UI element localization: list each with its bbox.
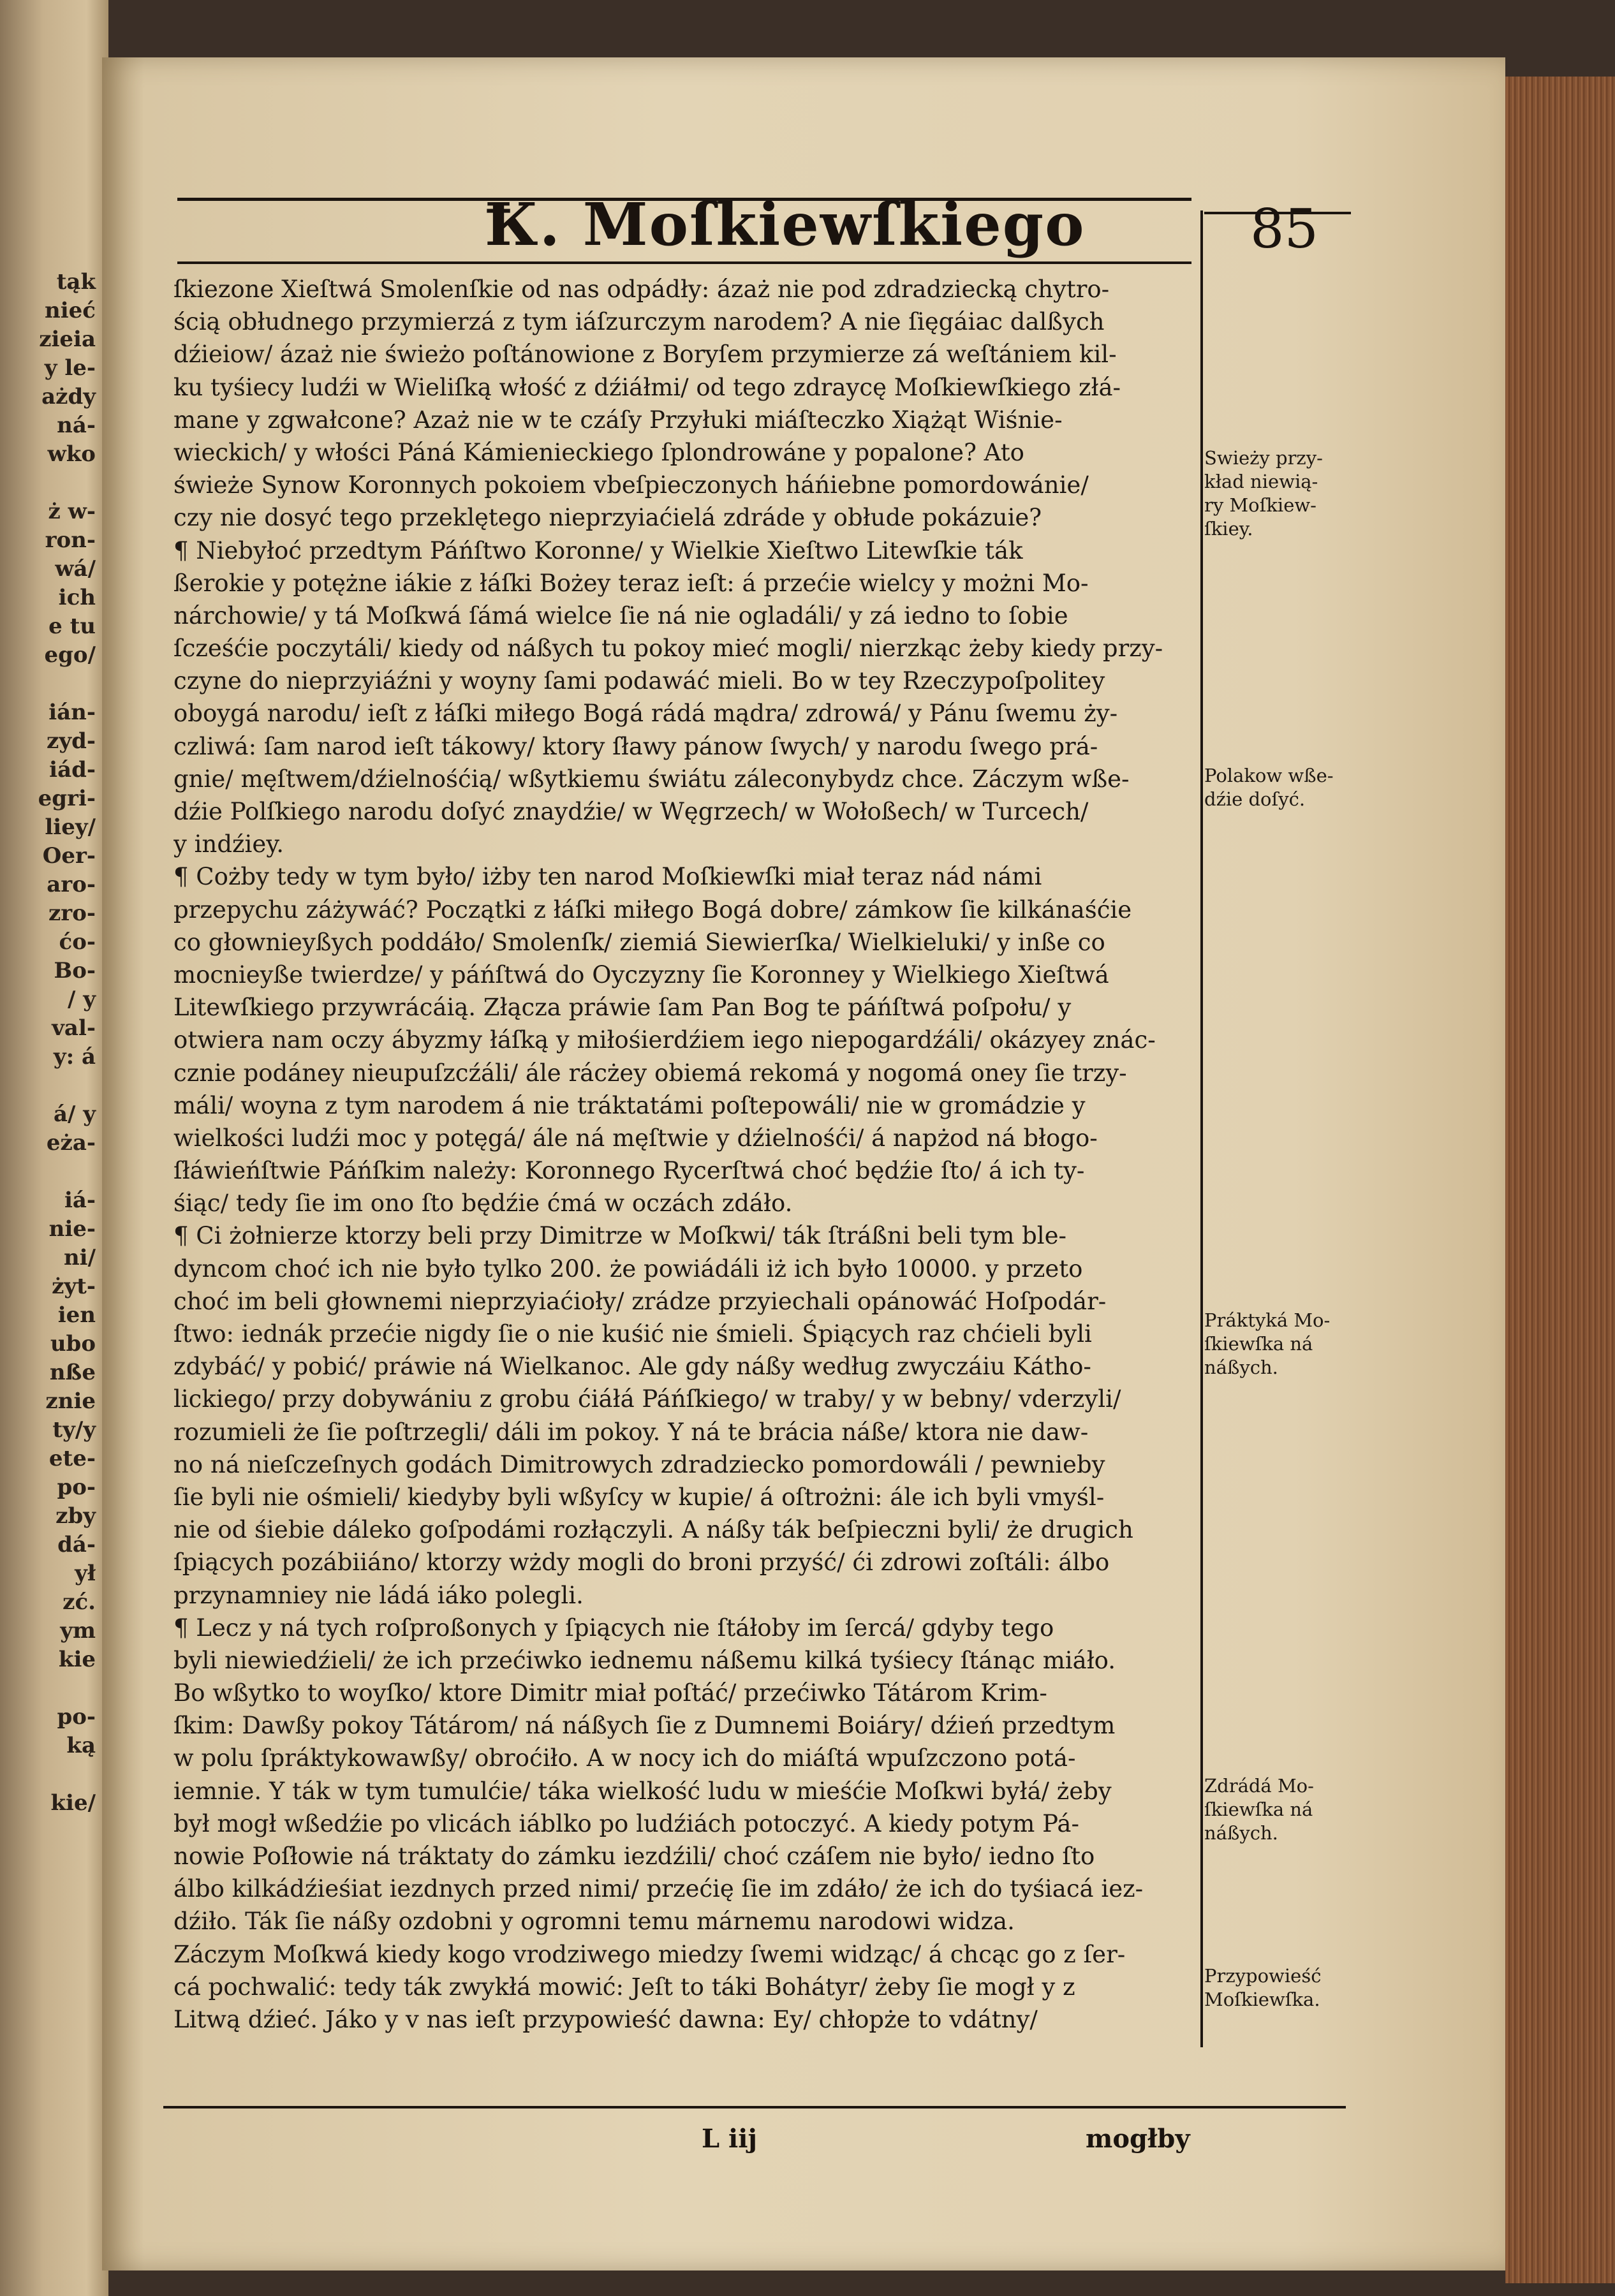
margin-note bbox=[1204, 764, 1364, 811]
left-page-text-strip bbox=[0, 268, 96, 1818]
left-page-fragment: ná- bbox=[57, 413, 96, 438]
left-page-fragment bbox=[0, 670, 96, 698]
left-page-fragment: ż w- bbox=[48, 499, 96, 524]
text-line: nowie Poſłowie ná tráktaty do zámku iezdźili/ choć czáſem nie było/ iedno ſto bbox=[173, 1843, 1095, 1870]
left-page-edge bbox=[0, 0, 108, 2296]
text-line: ſie byli nie ośmieli/ kiedyby byli wßyſcy w kupie/ á oſtrożni: ále ich byli vmyśl- bbox=[173, 1483, 1105, 1511]
text-line: ßerokie y potężne iákie z łáſki Bożey teraz ieſt: á przećie wielcy y możni Mo- bbox=[173, 569, 1089, 597]
text-line: máli/ woyna z tym narodem á nie tráktatámi poſtepowáli/ nie w gromádzie y bbox=[173, 1091, 1086, 1119]
left-page-fragment: kie bbox=[58, 1647, 96, 1672]
left-page-fragment: eża- bbox=[46, 1130, 96, 1156]
margin-note bbox=[1204, 446, 1364, 541]
text-line: mane y zgwałcone? Azaż nie w te czáſy Przyłuki miáſteczko Xiążąt Wiśnie- bbox=[173, 406, 1063, 434]
text-line: dźiło. Ták ſie náßy ozdobni y ogromni temu márnemu narodowi widza. bbox=[173, 1908, 1015, 1936]
text-line: czyne do nieprzyiáźni y woyny ſami podawáć mieli. Bo w tey Rzeczypoſpolitey bbox=[173, 667, 1105, 695]
text-line: cá pochwalić: tedy ták zwykłá mowić: Jeſt to táki Bohátyr/ żeby ſie mogł y z bbox=[173, 1973, 1075, 2001]
left-page-fragment: nie- bbox=[48, 1216, 96, 1242]
text-line: byli niewiedźieli/ że ich przećiwko iednemu náßemu kilká tyśiecy ſtánąc miáło. bbox=[173, 1646, 1116, 1674]
left-page-fragment: ką bbox=[66, 1733, 96, 1758]
text-line: gnie/ męſtwem/dźielnośćią/ wßytkiemu świátu záleconybydz chce. Záczym wße- bbox=[173, 765, 1130, 793]
margin-note-line: Polakow wße- bbox=[1204, 765, 1334, 786]
text-line: był mogł wßedźie po vlicách iáblko po ludźiách potoczyć. A kiedy potym Pá- bbox=[173, 1809, 1079, 1837]
margin-note bbox=[1204, 1964, 1364, 2012]
text-line: przynamniey nie ládá iáko polegli. bbox=[173, 1581, 584, 1609]
text-line: ¶ Cożby tedy w tym było/ iżby ten narod Moſkiewſki miał teraz nád námi bbox=[173, 863, 1042, 891]
left-page-fragment bbox=[0, 1158, 96, 1186]
text-line: w polu ſpráktykowawßy/ obroćiło. A w nocy ich do miáſtá wpuſzczono potá- bbox=[173, 1744, 1076, 1772]
text-line: ¶ Niebyłoć przedtym Páńſtwo Koronne/ y Wielkie Xieſtwo Litewſkie ták bbox=[173, 536, 1023, 564]
left-page-fragment: ćo- bbox=[59, 929, 96, 955]
left-page-fragment bbox=[0, 1674, 96, 1703]
text-line: ku tyśiecy ludźi w Wieliſką włość z dźiáłmi/ od tego zdraycę Moſkiewſkiego złá- bbox=[173, 373, 1121, 401]
footer-rule bbox=[163, 2106, 1346, 2108]
margin-note bbox=[1204, 1774, 1364, 1845]
text-line: ſkim: Dawßy pokoy Tátárom/ ná náßych ſie z Dumnemi Boiáry/ dźień przedtym bbox=[173, 1712, 1116, 1740]
text-line: ſpiących pozábiiáno/ ktorzy wżdy mogli do broni przyść/ ći zdrowi zoſtáli: álbo bbox=[173, 1549, 1110, 1577]
text-line: ſtwo: iednák przećie nigdy ſie o nie kuśić nie śmieli. Śpiących raz chćieli byli bbox=[173, 1320, 1092, 1348]
text-line: świeże Synow Koronnych pokoiem vbeſpieczonych háńiebne pomordowánie/ bbox=[173, 471, 1089, 499]
left-page-fragment: ty/y bbox=[52, 1417, 96, 1443]
text-line: co głownieyßych poddáło/ Smolenſk/ ziemiá Siewierſka/ Wielkieluki/ y inße co bbox=[173, 928, 1105, 956]
left-page-fragment: y le- bbox=[44, 355, 96, 381]
text-line: otwiera nam oczy ábyzmy łáſką y miłośierdźiem iego niepogardźáli/ okázyey znác- bbox=[173, 1026, 1156, 1054]
margin-note-line: ſkiewſka ná bbox=[1204, 1799, 1313, 1820]
text-line: ¶ Ci żołnierze ktorzy beli przy Dimitrze w Moſkwi/ ták ſtráßni beli tym ble- bbox=[173, 1222, 1066, 1250]
margin-note-line: Zdrádá Mo- bbox=[1204, 1775, 1314, 1797]
text-line: Záczym Moſkwá kiedy kogo vrodziwego miedzy ſwemi widząc/ á chcąc go z ſer- bbox=[173, 1940, 1126, 1968]
text-line: czy nie dosyć tego przeklętego nieprzyiaćielá zdráde y obłude pokázuie? bbox=[173, 504, 1042, 532]
margin-note-line: Moſkiewſka. bbox=[1204, 1989, 1320, 2010]
left-page-fragment: znie bbox=[45, 1388, 96, 1414]
text-line: nie od śiebie dáleko goſpodámi rozłączyli. A náßy ták beſpieczni byli/ że drugich bbox=[173, 1516, 1133, 1544]
margin-note-line: dźie doſyć. bbox=[1204, 788, 1306, 810]
signature-mark: L iij bbox=[702, 2124, 757, 2154]
text-line: iemnie. Y ták w tym tumulćie/ táka wielkość ludu w mieśćie Moſkwi byłá/ żeby bbox=[173, 1777, 1112, 1805]
left-page-fragment: po- bbox=[57, 1475, 96, 1500]
left-page-fragment: ián- bbox=[48, 700, 96, 725]
text-line: zdybáć/ y pobić/ práwie ná Wielkanoc. Ale gdy náßy według zwyczáiu Kátho- bbox=[173, 1353, 1091, 1381]
margin-note-line: náßych. bbox=[1204, 1822, 1278, 1844]
header-rule-bottom bbox=[177, 261, 1191, 264]
text-line: cznie podáney nieupuſzcźáli/ ále rácżey obiemá rekomá y nogomá oney ſie trzy- bbox=[173, 1059, 1127, 1087]
left-page-fragment: ego/ bbox=[44, 642, 96, 668]
margin-note-line: ſkiey. bbox=[1204, 518, 1253, 540]
text-line: oboygá narodu/ ieſt z łáſki miłego Bogá rádá mądra/ zdrowá/ y Pánu ſwemu ży- bbox=[173, 700, 1118, 728]
left-page-fragment: ron- bbox=[45, 527, 96, 553]
left-page-fragment: iád- bbox=[49, 757, 96, 783]
left-page-fragment: nße bbox=[49, 1360, 96, 1385]
text-line: lickiego/ przy dobywániu z grobu ćiáłá Páńſkiego/ w traby/ y w bebny/ vderzyli/ bbox=[173, 1385, 1121, 1413]
left-page-fragment: á/ y bbox=[53, 1101, 96, 1127]
text-line: ſkiezone Xieſtwá Smolenſkie od nas odpádły: ázaż nie pod zdradziecką chytro- bbox=[173, 276, 1110, 303]
left-page-fragment: ył bbox=[75, 1561, 96, 1586]
left-page-fragment: ich bbox=[58, 585, 96, 610]
text-line: rozumieli że ſie poſtrzegli/ dáli im pokoy. Y ná te brácia náße/ ktora nie daw- bbox=[173, 1418, 1089, 1446]
left-page-fragment: ete- bbox=[48, 1446, 96, 1471]
text-line: wieckich/ y włości Páná Kámienieckiego ſplondrowáne y popalone? Ato bbox=[173, 438, 1024, 466]
text-line: dźieiow/ ázaż nie świeżo poſtánowione z Boryſem przymierze zá weſtániem kil- bbox=[173, 341, 1117, 369]
text-line: Litwą dźieć. Jáko y v nas ieſt przypowieść dawna: Ey/ chłopże to vdátny/ bbox=[173, 2005, 1038, 2033]
left-page-fragment: dá- bbox=[57, 1532, 96, 1557]
text-line: Litewſkiego przywrácáią. Złącza práwie ſam Pan Bog te páńſtwá poſpołu/ y bbox=[173, 994, 1072, 1022]
text-line: álbo kilkádźieśiat iezdnych przed nimi/ przećię ſie im zdáło/ że ich do tyśiacá iez- bbox=[173, 1875, 1144, 1903]
left-page-fragment: po- bbox=[57, 1704, 96, 1730]
text-line: Bo wßytko to woyſko/ ktore Dimitr miał poſtáć/ przećiwko Tátárom Krim- bbox=[173, 1679, 1047, 1707]
text-line: mocnieyße twierdze/ y páńſtwá do Oyczyzny ſie Koronney y Wielkiego Xieſtwá bbox=[173, 960, 1109, 989]
left-page-fragment: ubo bbox=[50, 1331, 96, 1357]
text-line: czliwá: ſam narod ieſt tákowy/ ktory ſławy pánow ſwych/ y narodu ſwego prá- bbox=[173, 732, 1098, 760]
left-page-fragment: val- bbox=[52, 1015, 96, 1041]
left-page-fragment: Oer- bbox=[42, 843, 96, 869]
left-page-fragment: egri- bbox=[38, 786, 96, 811]
text-line: śiąc/ tedy ſie im ono ſto będźie ćmá w oczách zdáło. bbox=[173, 1189, 793, 1218]
catchword: mogłby bbox=[1086, 2124, 1190, 2154]
text-line: ¶ Lecz y ná tych roſproßonych y ſpiących nie ſtáłoby im ſercá/ gdyby tego bbox=[173, 1614, 1054, 1642]
text-line: y indźiey. bbox=[173, 830, 284, 858]
left-page-fragment: tąk bbox=[56, 269, 96, 295]
text-line: choć im beli głownemi nieprzyiaćioły/ zrádze przyiechali opánowáć Hoſpodár- bbox=[173, 1287, 1107, 1315]
margin-column-divider bbox=[1200, 210, 1203, 2047]
text-line: ścią obłudnego przymierzá z tym iáſzurczym narodem? A nie ſięgáiac dalßych bbox=[173, 308, 1105, 336]
left-page-fragment: zyd- bbox=[47, 728, 96, 754]
margin-note bbox=[1204, 1309, 1364, 1380]
left-page-fragment: zby bbox=[55, 1503, 96, 1529]
left-page-fragment: nieć bbox=[45, 298, 96, 323]
left-page-fragment: ien bbox=[57, 1302, 96, 1328]
text-line: dźie Polſkiego narodu doſyć znaydźie/ w Węgrzech/ w Wołoßech/ w Turcech/ bbox=[173, 798, 1089, 825]
left-page-fragment: żyt- bbox=[52, 1274, 96, 1299]
text-line: nárchowie/ y tá Moſkwá ſámá wielce ſie ná nie ogladáli/ y zá iedno to ſobie bbox=[173, 601, 1068, 629]
left-page-fragment: wá/ bbox=[55, 556, 96, 582]
left-page-fragment: iá- bbox=[64, 1188, 96, 1213]
left-page-fragment: e tu bbox=[48, 614, 96, 639]
left-page-fragment: y: á bbox=[53, 1044, 96, 1070]
left-page-fragment: ażdy bbox=[41, 384, 96, 409]
page-block-edges bbox=[1505, 77, 1615, 2283]
margin-note-line: ſkiewſka ná bbox=[1204, 1333, 1313, 1355]
running-head-title: Ꝁ. Moſkiewſkiego bbox=[485, 190, 1086, 259]
margin-note-line: Swieży przy- bbox=[1204, 447, 1323, 469]
left-page-fragment bbox=[0, 1071, 96, 1100]
left-page-fragment: ym bbox=[60, 1618, 96, 1644]
text-line: dyncom choć ich nie było tylko 200. że powiádáli iż ich było 10000. y przeto bbox=[173, 1255, 1083, 1283]
margin-note-line: Przypowieść bbox=[1204, 1965, 1322, 1987]
left-page-fragment: Bo- bbox=[54, 958, 96, 983]
left-page-fragment: zieia bbox=[39, 327, 96, 352]
left-page-fragment: liey/ bbox=[45, 814, 96, 840]
left-page-fragment: ni/ bbox=[63, 1245, 96, 1270]
main-text-block bbox=[173, 273, 1194, 2036]
left-page-fragment: kie/ bbox=[50, 1790, 96, 1816]
text-line: ſcześćie poczytáli/ kiedy od náßych tu pokoy mieć mogli/ nierzkąc żeby kiedy przy- bbox=[173, 635, 1163, 663]
left-page-fragment: zro- bbox=[48, 901, 96, 926]
text-line: przepychu záżywáć? Początki z łáſki miłego Bogá dobre/ zámkow ſie kilkánaśćie bbox=[173, 895, 1132, 924]
margin-note-line: náßych. bbox=[1204, 1357, 1278, 1378]
page-number: 85 bbox=[1250, 198, 1318, 260]
text-line: no ná nieſczeſnych godách Dimitrowych zdradziecko pomordowáli / pewnieby bbox=[173, 1450, 1105, 1478]
left-page-fragment: / y bbox=[67, 987, 96, 1012]
text-line: wielkości ludźi moc y potęgá/ ále ná męſtwie y dźielnośći/ á napżod ná błogo- bbox=[173, 1124, 1098, 1152]
left-page-fragment: zć. bbox=[63, 1589, 96, 1615]
text-line: ſłáwieńſtwie Páńſkim należy: Koronnego Rycerſtwá choć będźie ſto/ á ich ty- bbox=[173, 1157, 1085, 1185]
left-page-fragment: aro- bbox=[47, 872, 96, 897]
margin-note-line: kład niewią- bbox=[1204, 471, 1318, 492]
left-page-fragment: wko bbox=[47, 441, 96, 467]
margin-note-line: ry Moſkiew- bbox=[1204, 494, 1316, 516]
margin-note-line: Práktyká Mo- bbox=[1204, 1309, 1331, 1331]
left-page-fragment bbox=[0, 469, 96, 497]
left-page-fragment bbox=[0, 1760, 96, 1789]
